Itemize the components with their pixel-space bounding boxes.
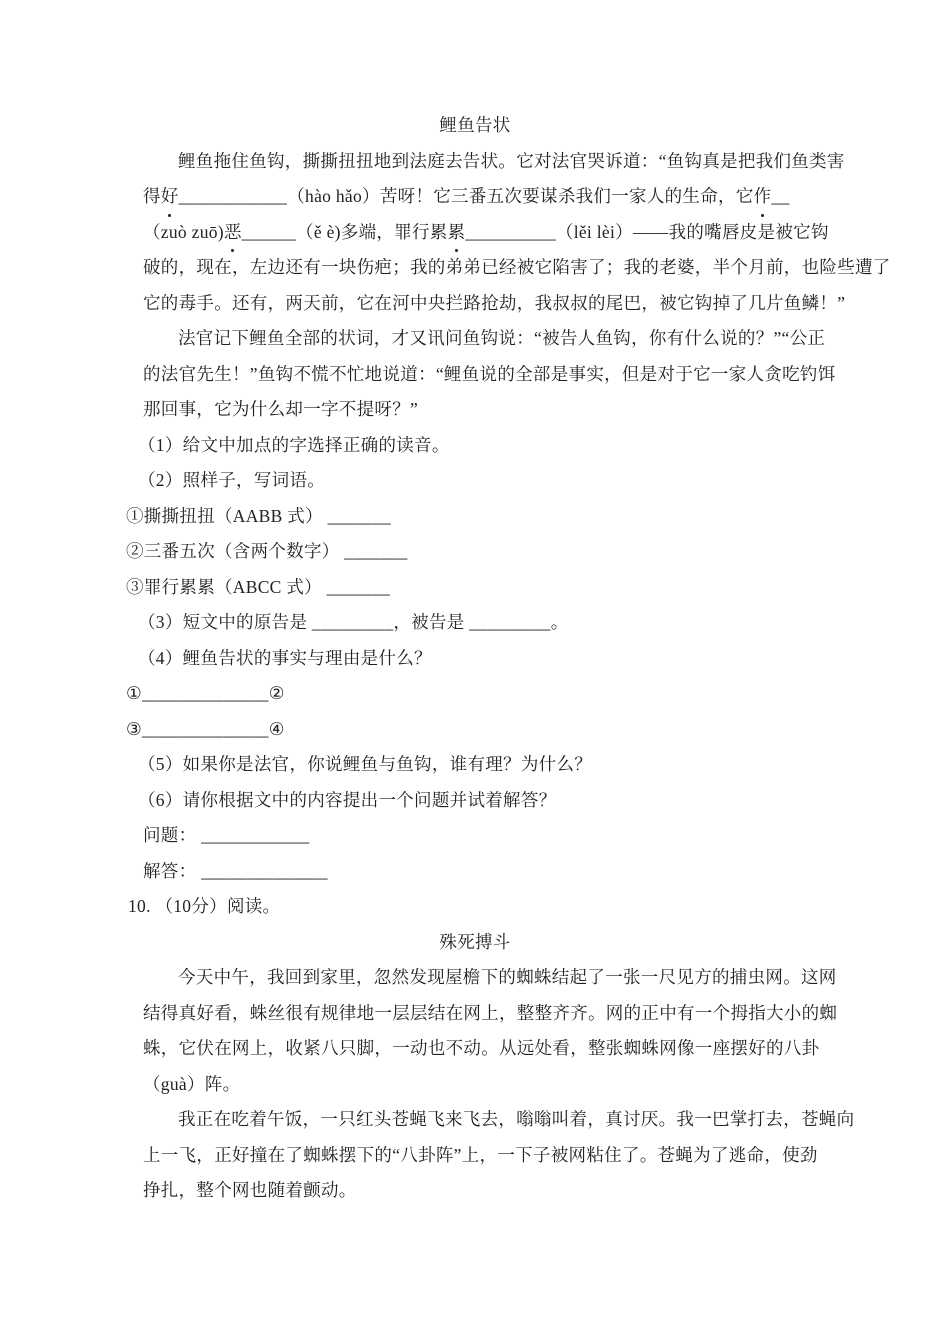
text-segment: 上一飞，正好撞在了蜘蛛摆下的“八卦阵”上，一下子被网粘住了。苍蝇为了逃命，使劲 — [143, 1144, 818, 1165]
text-segment: ______（ě è)多端，罪行累 — [241, 221, 448, 242]
text-segment: ③罪行累累（ABCC 式） _______ — [126, 576, 390, 597]
passage2-p1-line1 — [143, 960, 837, 996]
question-6-question-blank — [143, 818, 807, 854]
text-segment: 问题： ____________ — [143, 825, 310, 845]
text-segment: 法官记下鲤鱼全部的状词，才又讯问鱼钩说：“被告人鱼钩，你有什么说的？”“公正 — [178, 328, 826, 348]
item-10-heading — [128, 889, 807, 925]
question-6 — [138, 783, 807, 819]
passage2-p1-line3 — [143, 1031, 820, 1067]
passage2-title — [143, 925, 807, 961]
question-2-item-3 — [126, 570, 807, 606]
question-5 — [138, 747, 807, 783]
text-segment: __ — [771, 186, 790, 206]
passage1-p1-line5 — [143, 286, 846, 322]
question-4-blanks-1-2 — [126, 676, 807, 712]
question-2 — [138, 463, 807, 499]
text-segment: 我正在吃着午饭，一只红头苍蝇飞来飞去，嗡嗡叫着，真讨厌。我一巴掌打去，苍蝇向 — [178, 1109, 855, 1129]
question-2-item-1 — [126, 499, 807, 535]
text-segment: 解答： ______________ — [143, 860, 328, 881]
text-segment: 鲤鱼拖住鱼钩，撕撕扭扭地到法庭去告状。它对法官哭诉道：“鱼钩真是把我们鱼类害 — [178, 150, 845, 171]
text-segment: 今天中午，我回到家里，忽然发现屋檐下的蜘蛛结起了一张一尺见方的捕虫网。这网 — [178, 967, 837, 987]
passage1-p2-line3 — [143, 392, 807, 428]
passage1-title — [143, 108, 807, 144]
passage1-p1-line1 — [143, 144, 845, 180]
text-segment: 10. （10分）阅读。 — [128, 896, 281, 916]
text-segment: 殊死搏斗 — [439, 931, 511, 952]
text-segment: ②三番五次（含两个数字） _______ — [126, 541, 408, 561]
passage1-p1-line4 — [143, 250, 891, 286]
text-segment: （zuò zuō) — [143, 221, 224, 242]
text-segment: 它的毒手。还有，两天前，它在河中央拦路抢劫，我叔叔的尾巴，被它钩掉了几片鱼鳞！” — [143, 292, 846, 313]
text-segment: 得 — [143, 186, 161, 206]
passage1-p1-line3 — [143, 215, 829, 251]
question-3 — [138, 605, 807, 641]
text-segment: （3）短文中的原告是 _________，被告是 _________。 — [138, 612, 569, 632]
text-segment: （guà）阵。 — [143, 1073, 241, 1094]
text-segment: 蛛，它伏在网上，收紧八只脚，一动也不动。从远处看，整张蜘蛛网像一座摆好的八卦 — [143, 1038, 820, 1058]
emphasis-dotted-char: 累 — [448, 215, 466, 251]
passage2-p1-line2 — [143, 996, 838, 1032]
text-segment: __________（lěi lèi）——我的嘴唇皮是被它钩 — [465, 221, 829, 242]
emphasis-dotted-char: 作 — [754, 179, 772, 215]
text-segment: （2）照样子，写词语。 — [138, 470, 326, 490]
emphasis-dotted-char: 好 — [161, 179, 179, 215]
passage2-p2-line2 — [143, 1138, 818, 1174]
text-segment: 结得真好看，蛛丝很有规律地一层层结在网上，整整齐齐。网的正中有一个拇指大小的蜘 — [143, 1002, 838, 1023]
text-segment: ①______________② — [126, 683, 285, 703]
passage2-p1-line4 — [143, 1067, 807, 1103]
text-segment: ③______________④ — [126, 718, 285, 739]
text-segment: 破的，现在，左边还有一块伤疤；我的弟弟已经被它陷害了；我的老婆，半个月前，也险些遭了 — [143, 257, 891, 277]
question-2-item-2 — [126, 534, 807, 570]
text-segment: （4）鲤鱼告状的事实与理由是什么？ — [138, 647, 432, 668]
question-1 — [138, 428, 807, 464]
text-segment: ①撕撕扭扭（AABB 式） _______ — [126, 505, 391, 526]
text-segment: 的法官先生！”鱼钩不慌不忙地说道：“鲤鱼说的全部是事实，但是对于它一家人贪吃钓饵 — [143, 363, 836, 384]
passage1-p1-line2 — [143, 179, 807, 215]
emphasis-dotted-char: 恶 — [224, 215, 242, 251]
passage1-p2-line1 — [143, 321, 826, 357]
text-segment: （5）如果你是法官，你说鲤鱼与鱼钩，谁有理？为什么？ — [138, 754, 593, 774]
question-6-answer-blank — [143, 854, 807, 890]
passage2-p2-line3 — [143, 1173, 807, 1209]
passage2-p2-line1 — [143, 1102, 855, 1138]
passage1-p2-line2 — [143, 357, 836, 393]
text-segment: 鲤鱼告状 — [439, 115, 511, 135]
text-segment: （1）给文中加点的字选择正确的读音。 — [138, 434, 450, 455]
text-segment: 挣扎，整个网也随着颤动。 — [143, 1180, 357, 1200]
text-segment: 那回事，它为什么却一字不提呀？” — [143, 399, 419, 419]
text-segment: ____________（hào hǎo）苦呀！它三番五次要谋杀我们一家人的生命，它 — [178, 186, 754, 206]
text-segment: （6）请你根据文中的内容提出一个问题并试着解答？ — [138, 789, 557, 810]
question-4 — [138, 641, 807, 677]
question-4-blanks-3-4 — [126, 712, 807, 748]
